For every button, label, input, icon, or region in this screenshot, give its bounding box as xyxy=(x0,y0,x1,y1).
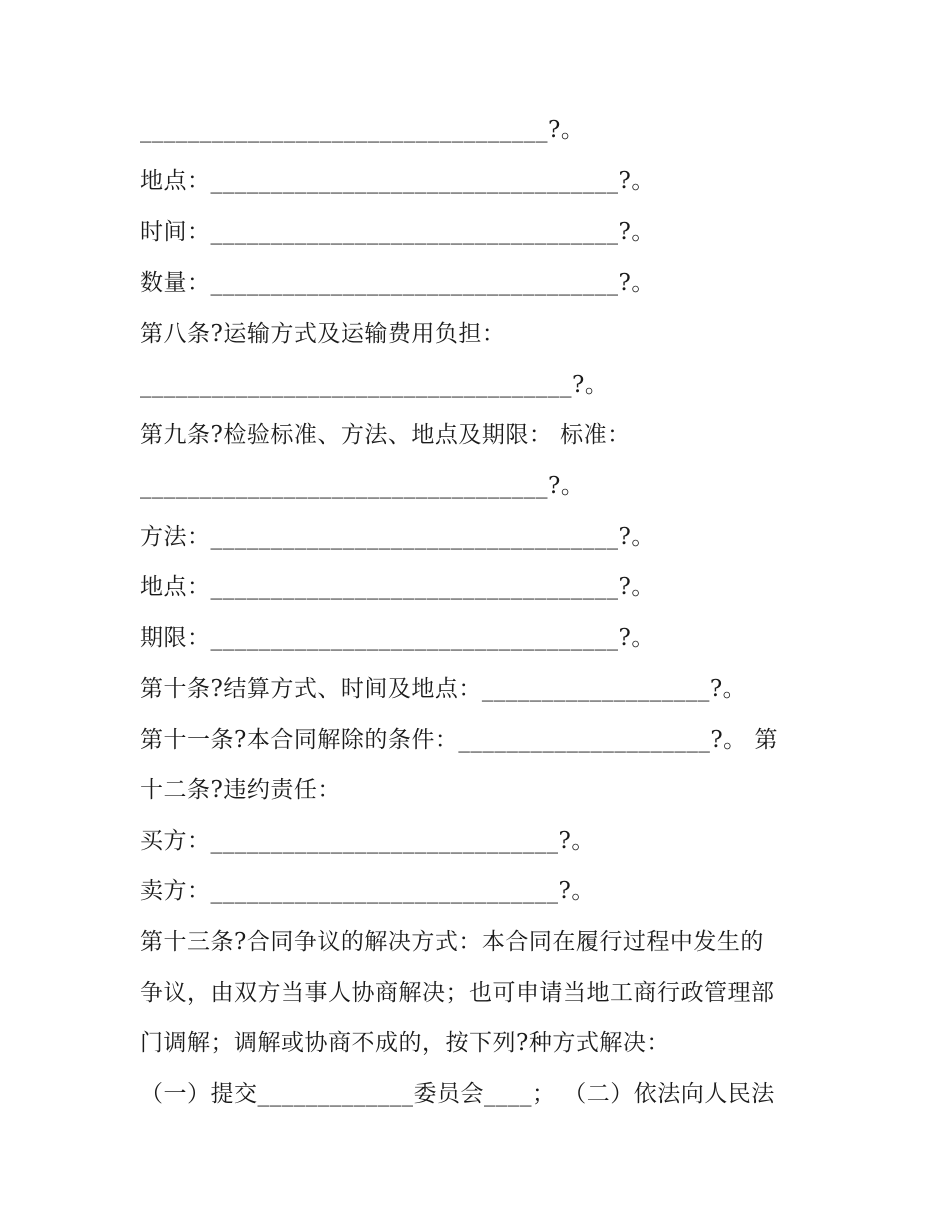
text-line: （一）提交_____________委员会____； （二）依法向人民法 xyxy=(140,1081,775,1107)
text-line: 买方：_____________________________?。 xyxy=(140,828,595,854)
article-heading: 第九条?检验标准、方法、地点及期限： 标准： xyxy=(140,422,631,448)
article-heading: 第八条?运输方式及运输费用负担： xyxy=(140,321,506,347)
text-line: __________________________________?。 xyxy=(140,117,585,143)
text-line: 地点：__________________________________?。 xyxy=(140,168,655,194)
article-heading: 第十条?结算方式、时间及地点：___________________?。 xyxy=(140,676,747,702)
article-heading: 十二条?违约责任： xyxy=(140,777,341,803)
article-heading: 第十三条?合同争议的解决方式：本合同在履行过程中发生的 xyxy=(140,929,764,955)
text-line: 地点：__________________________________?。 xyxy=(140,574,655,600)
text-line: 时间：__________________________________?。 xyxy=(140,219,655,245)
text-line: 卖方：_____________________________?。 xyxy=(140,878,595,904)
text-line: 期限：__________________________________?。 xyxy=(140,625,655,651)
article-heading: 第十一条?本合同解除的条件：_____________________?。 第 xyxy=(140,727,778,753)
text-line: 争议，由双方当事人协商解决；也可申请当地工商行政管理部 xyxy=(140,980,775,1006)
text-line: __________________________________?。 xyxy=(140,473,585,499)
text-line: 方法：__________________________________?。 xyxy=(140,524,655,550)
text-line: 门调解；调解或协商不成的，按下列?种方式解决： xyxy=(140,1030,670,1056)
text-line: 数量：__________________________________?。 xyxy=(140,270,655,296)
text-line: ____________________________________?。 xyxy=(140,372,609,398)
